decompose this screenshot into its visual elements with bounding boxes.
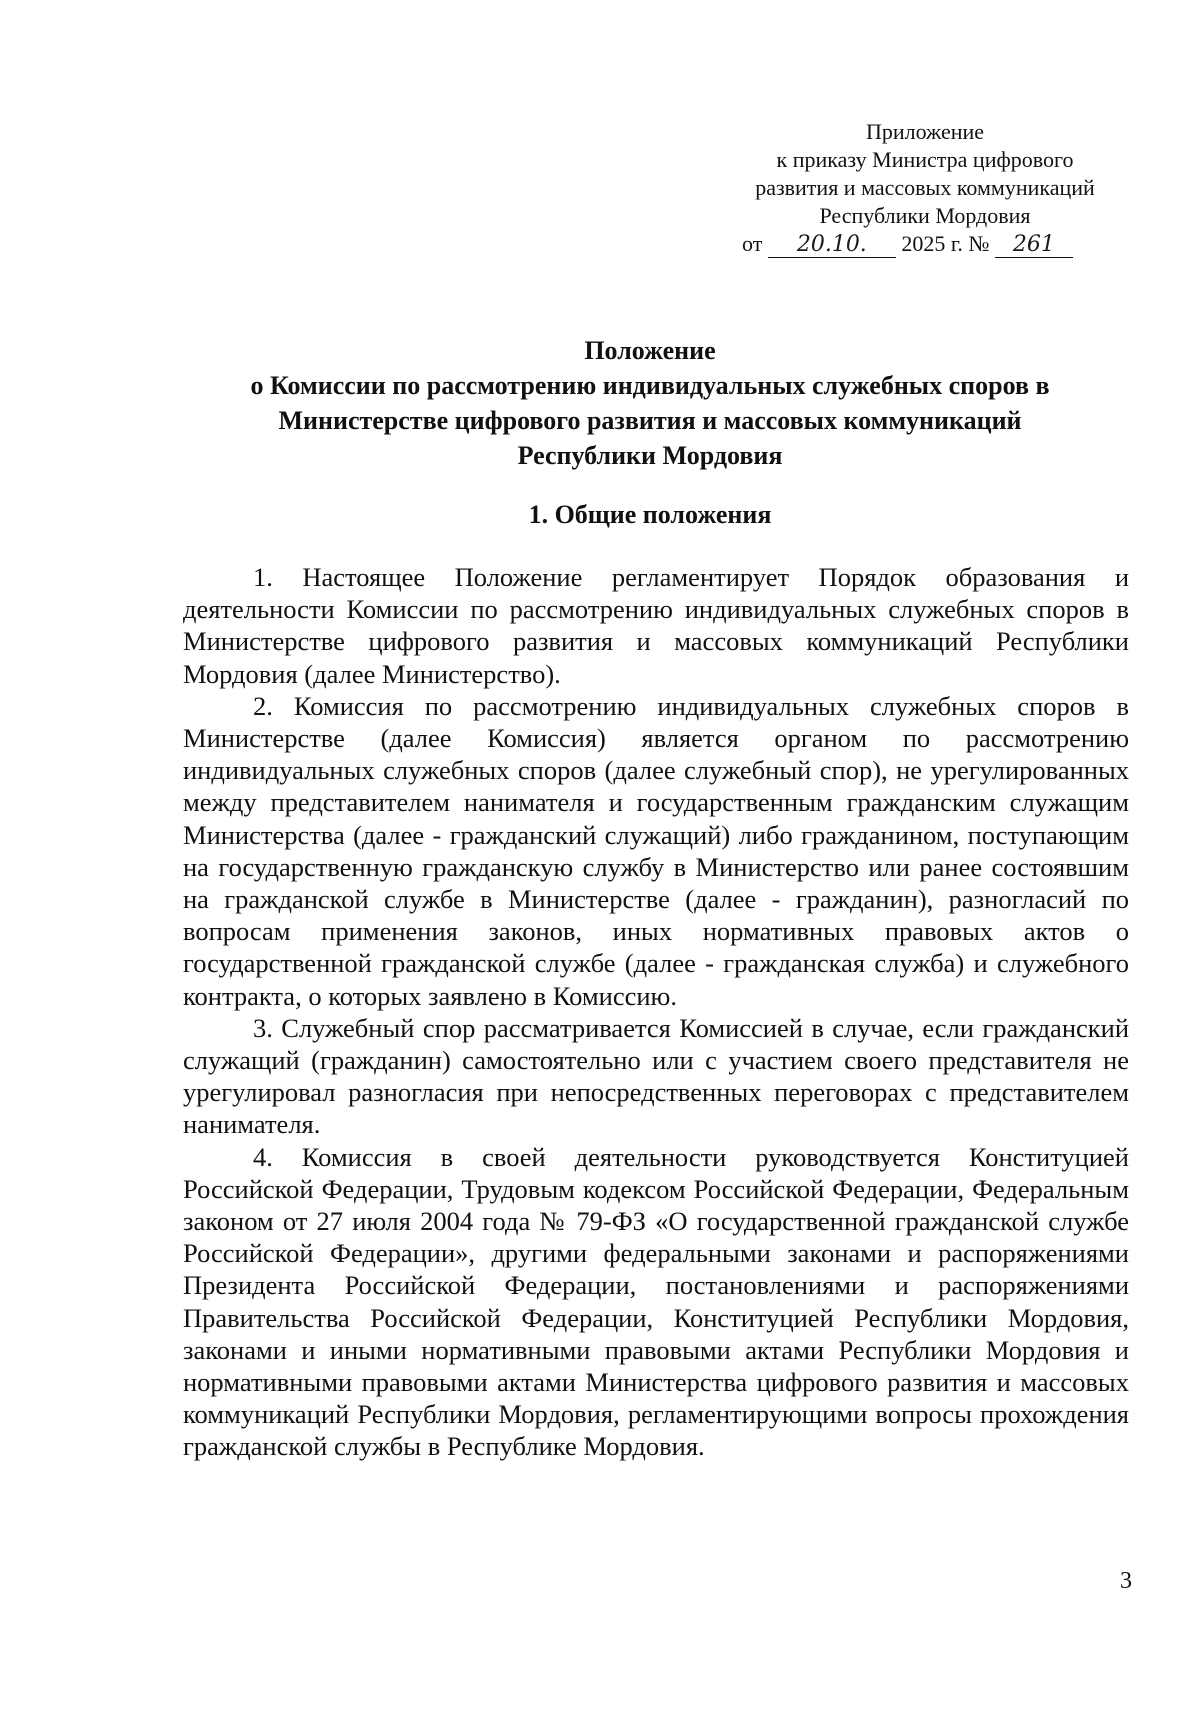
title-line: Республики Мордовия [517, 441, 783, 470]
title-line: Положение [584, 336, 716, 365]
paragraph: 3. Служебный спор рассматривается Комиссией в случае, если гражданский служащий (гражданин) самостоятельно или с участием своего представителя не урегулировал разногласия при непосредственных переговорах с представителем нанимателя. [183, 1012, 1129, 1140]
handwritten-date: 20.10. [768, 233, 896, 258]
annex-line: Республики Мордовия [819, 203, 1031, 228]
paragraph: 1. Настоящее Положение регламентирует Порядок образования и деятельности Комиссии по рассмотрению индивидуальных служебных споров в Министерстве цифрового развития и массовых коммуникаций Республики Мордовия (далее Министерство). [183, 562, 1129, 689]
annex-header [690, 118, 1160, 258]
title-line: Министерстве цифрового развития и массовых коммуникаций [278, 406, 1022, 435]
annex-line: к приказу Министра цифрового [776, 147, 1074, 172]
document-body [183, 561, 1129, 1463]
annex-date-line [690, 230, 1160, 258]
annex-line: Приложение [865, 119, 985, 144]
date-prefix: от [742, 231, 763, 256]
handwritten-number: 261 [995, 233, 1073, 258]
paragraph: 4. Комиссия в своей деятельности руководствуется Конституцией Российской Федерации, Трудовым кодексом Российской Федерации, Федеральным законом от 27 июля 2004 года № 79-ФЗ «О государственной гражданской службе Российской Федерации», другими федеральными законами и распоряжениями Президента Российской Федерации, постановлениями и распоряжениями Правительства Российской Федерации, Конституцией Республики Мордовия, законами и иными нормативными правовыми актами Республики Мордовия и нормативными правовыми актами Министерства цифрового развития и массовых коммуникаций Республики Мордовия, регламентирующими вопросы прохождения гражданской службы в Республике Мордовия. [183, 1141, 1129, 1462]
section-heading: 1. Общие положения [528, 500, 772, 529]
year-text: 2025 г. № [901, 231, 990, 256]
annex-line: развития и массовых коммуникаций [755, 175, 1095, 200]
page-number: 3 [1120, 1568, 1132, 1594]
document-title [150, 333, 1150, 473]
title-line: о Комиссии по рассмотрению индивидуальных служебных споров в [250, 371, 1050, 400]
paragraph: 2. Комиссия по рассмотрению индивидуальных служебных споров в Министерстве (далее Комиссия) является органом по рассмотрению индивидуальных служебных споров (далее служебный спор), не урегулированных между представителем нанимателя и государственным гражданским служащим Министерства (далее - гражданский служащий) либо гражданином, поступающим на государственную гражданскую службу в Министерство или ранее состоявшим на гражданской службе в Министерстве (далее - гражданин), разногласий по вопросам применения законов, иных нормативных правовых актов о государственной гражданской службе (далее - гражданская служба) и служебного контракта, о которых заявлено в Комиссию. [183, 690, 1129, 1011]
